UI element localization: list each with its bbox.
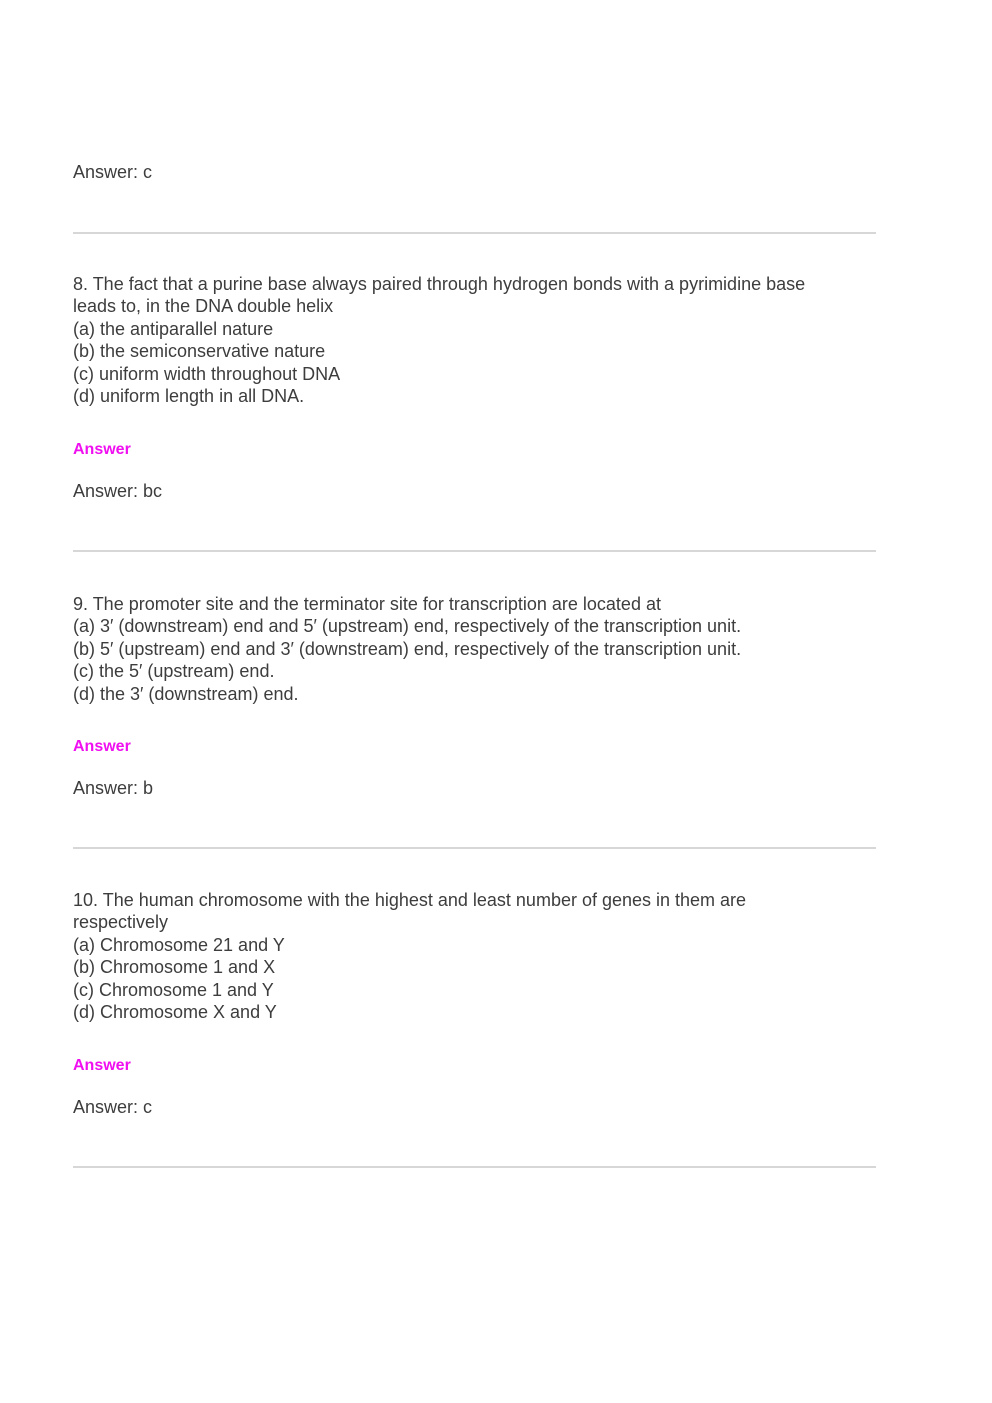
divider bbox=[73, 847, 876, 849]
option-c: (c) Chromosome 1 and Y bbox=[73, 979, 274, 1000]
question-8 bbox=[73, 273, 883, 407]
divider bbox=[73, 232, 876, 234]
option-b: (b) Chromosome 1 and X bbox=[73, 957, 276, 978]
question-10-line: respectively bbox=[73, 912, 169, 933]
option-b: (b) 5′ (upstream) end and 3′ (downstream) end, respectively of the transcription unit. bbox=[73, 638, 742, 659]
question-9-line: 9. The promoter site and the terminator site for transcription are located at bbox=[73, 594, 661, 614]
question-8-line: leads to, in the DNA double helix bbox=[73, 296, 334, 317]
answer-text-8: Answer: bc bbox=[73, 481, 163, 501]
option-c: (c) the 5′ (upstream) end. bbox=[73, 661, 275, 682]
question-8-line: 8. The fact that a purine base always paired through hydrogen bonds with a pyrimidine base bbox=[73, 274, 806, 294]
answer-text-9: Answer: b bbox=[73, 778, 154, 798]
divider bbox=[73, 1166, 876, 1168]
question-10 bbox=[73, 889, 883, 1023]
option-a: (a) the antiparallel nature bbox=[73, 318, 274, 339]
option-b: (b) the semiconservative nature bbox=[73, 341, 326, 362]
answer-toggle-9[interactable]: Answer bbox=[73, 738, 131, 755]
answer-text-10: Answer: c bbox=[73, 1097, 153, 1117]
divider bbox=[73, 550, 876, 552]
answer-toggle-8[interactable]: Answer bbox=[73, 441, 131, 458]
option-c: (c) uniform width throughout DNA bbox=[73, 363, 341, 384]
question-9 bbox=[73, 593, 883, 705]
answer-toggle-10[interactable]: Answer bbox=[73, 1057, 131, 1074]
question-10-line: 10. The human chromosome with the highest and least number of genes in them are bbox=[73, 890, 747, 910]
option-d: (d) Chromosome X and Y bbox=[73, 1002, 277, 1023]
option-a: (a) 3′ (downstream) end and 5′ (upstream) end, respectively of the transcription unit. bbox=[73, 616, 742, 637]
option-d: (d) uniform length in all DNA. bbox=[73, 386, 305, 407]
previous-answer-text: Answer: c bbox=[73, 162, 153, 182]
option-d: (d) the 3′ (downstream) end. bbox=[73, 683, 299, 704]
option-a: (a) Chromosome 21 and Y bbox=[73, 934, 285, 955]
